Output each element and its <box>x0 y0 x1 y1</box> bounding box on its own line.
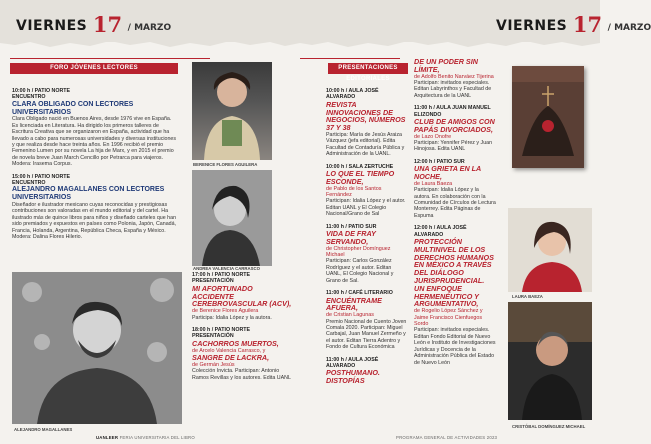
event <box>414 58 496 99</box>
event-author: de Germán Jesús <box>192 361 235 368</box>
event-body: Colección Invicta. Participan: Antonio Ramos Revillas y los autores. Edita UANL <box>192 368 291 381</box>
event-author: de Arcelo Valencia Carrasco, y <box>192 347 266 354</box>
right-page <box>300 0 651 444</box>
section-title: PRESENTACIONES EDITORIALES <box>328 63 408 74</box>
event-kind: PRESENTACIÓN <box>192 333 234 340</box>
author-photo <box>192 170 272 266</box>
event-title: LO QUE EL TIEMPO ESCONDE, <box>326 169 395 186</box>
photo-caption: CRISTÓBAL DOMÍNGUEZ MICHAEL <box>512 424 586 429</box>
event-title: ALEJANDRO MAGALLANES CON LECTORES UNIVERSITARIOS <box>12 186 165 202</box>
event-title: POSTHUMANO. DISTOPÍAS <box>326 368 380 386</box>
event-body: Participa: María de Jesús Araiza Vázquez (jefa editorial). Edita Facultad de Contaduría Pública y Administración de la UANL. <box>326 132 405 158</box>
weekday: VIERNES <box>16 18 88 34</box>
event-time: 10:00 h / PATIO NORTE <box>12 88 71 94</box>
portrait-icon <box>12 272 182 424</box>
event-author: de Rogelio López Sánchez y Jaime Francisco Cienfuegos Sordo <box>414 308 483 328</box>
photo-caption: ANDREA VALENCIA CARRASCO <box>193 266 260 271</box>
event <box>192 327 296 381</box>
event <box>326 357 408 385</box>
photo-caption: BERENICE FLORES AGUILERA <box>193 162 258 167</box>
book-cover <box>512 66 584 168</box>
event <box>12 88 176 168</box>
event-title: UNA GRIETA EN LA NOCHE, <box>414 164 481 182</box>
event-time: 11:00 h / PATIO SUR <box>326 223 377 230</box>
event-title: SANGRE DE LACKRA, <box>192 353 270 363</box>
event-author: de Adolfo Benito Narváez Tijerina <box>414 73 494 80</box>
footer <box>96 435 195 440</box>
portrait-icon <box>508 208 592 292</box>
footer-text: FERIA UNIVERSITARIA DEL LIBRO <box>119 435 195 440</box>
event-time: 11:00 h / AULA JUAN MANUEL ELIZONDO <box>414 105 491 118</box>
date-heading <box>16 12 171 37</box>
event-body: Participan: invitados especiales. Editan Fondo Editorial de Nuevo León e Instituto de Investigaciones Jurídicas y Docencia de la Administración Pública del Estado de Nuevo León <box>414 327 496 366</box>
events-column-a <box>326 88 408 391</box>
event-time: 10:00 h / AULA JOSÉ ALVARADO <box>326 88 379 101</box>
event-body: Participan: Idalia López y el autor. Editan UANL y El Colegio Nacional/Grano de Sal <box>326 198 406 218</box>
footer-brand: UANLEER <box>96 435 119 440</box>
month: / MARZO <box>607 23 651 33</box>
event <box>192 272 296 321</box>
book-icon <box>512 66 584 168</box>
event-time: 12:00 h / PATIO SUR <box>414 158 465 165</box>
event <box>414 225 496 366</box>
author-photo <box>192 62 272 160</box>
portrait-icon <box>192 170 272 266</box>
event-title: DE UN PODER SIN LÍMITE, <box>414 57 478 74</box>
event-body: Participa: Idalia López y la autora. <box>192 314 272 321</box>
event-title: MI AFORTUNADO ACCIDENTE CEREBROVASCULAR (ACV), <box>192 283 292 309</box>
event-author: de Cristian Lagunas <box>326 312 374 319</box>
portrait-icon <box>508 302 592 420</box>
separator-line <box>10 58 210 59</box>
event-body: Diseñador e ilustrador mexicano cuyas reconocidas y prestigiosas contribuciones son valoradas en el mundo editorial y del cartel. Ha ilustrado más de quince libros para niños y diseñado carteles que han sido premiados y expuestos en países como Polonia, Japón, Canadá, Francia, Holanda, Argentina, República Checa, España y México. <box>12 202 177 234</box>
events-column-2 <box>192 272 296 387</box>
event-author: de Laura Baeza <box>414 180 453 187</box>
event-author: de Pablo de los Santos Fernández <box>326 185 382 199</box>
event-body: Participan: Carlos González Rodríguez y el autor. Editan UANL, El Colegio Nacional y Grano de Sal. <box>326 258 394 284</box>
event-body: Participan: Yennifer Pérez y Juan Hinojosa. Edita UANL <box>414 140 493 153</box>
author-photo <box>508 208 592 292</box>
day-number: 17 <box>572 12 603 37</box>
date-heading <box>496 12 651 37</box>
separator-line <box>300 58 400 59</box>
events-column-b <box>414 58 496 372</box>
event-time: 18:00 h / PATIO NORTE <box>192 327 251 334</box>
footer-text: PROGRAMA GENERAL DE ACTIVIDADES 2023 <box>396 435 498 440</box>
event-author: de Berenice Flores Aguilera <box>192 308 259 315</box>
event-time: 12:00 h / AULA JOSÉ ALVARADO <box>414 225 467 238</box>
event <box>326 224 408 284</box>
events-column-1 <box>12 88 176 247</box>
event-title: REVISTA INNOVACIONES DE NEGOCIOS, NÚMEROS 37 Y 38 <box>326 99 406 133</box>
event-kind: ENCUENTRO <box>12 94 46 101</box>
weekday: VIERNES <box>496 18 568 34</box>
event-author: de Christopher Domínguez Michael <box>326 245 391 259</box>
event-kind: ENCUENTRO <box>12 180 46 187</box>
event <box>326 164 408 218</box>
event-time: 10:00 h / SALA ZERTUCHE <box>326 163 394 170</box>
event-time: 11:00 h / AULA JOSÉ ALVARADO <box>326 356 379 369</box>
event-body: Clara Obligado nació en Buenos Aires, desde 1976 vive en España. Es licenciada en Literatura. Ha dirigido los primeros talleres de Escritura Creativa que se organizaron en España, actividad que ha llevado a cabo para numerosas universidades y diversas instituciones y que realiza desde hace treinta años. En 1996 recibió el premio Femenino Lumen por su novela La hija de Marx, y en 2015 el premio de novela breve Juan March Cencillo por Petrarca para viajeros. <box>12 116 176 161</box>
event-title: PROTECCIÓN MULTINIVEL DE LOS DERECHOS HUMANOS EN MÉXICO A TRAVÉS DEL DIÁLOGO JURISPRUDENCIAL. UN ENFOQUE HERMENÉUTICO Y ARGUMENTATIVO, <box>414 237 494 309</box>
event-moderator: Modera: Dalina Flores Hilerio. <box>12 234 83 241</box>
event-title: ENCUÉNTRAME AFUERA, <box>326 295 382 313</box>
portrait-icon <box>192 62 272 160</box>
event <box>12 174 176 241</box>
author-photo <box>12 272 182 424</box>
event-kind: PRESENTACIÓN <box>192 278 234 285</box>
author-photo <box>508 302 592 420</box>
event-title: CLUB DE AMIGOS CON PAPÁS DIVORCIADOS, <box>414 117 495 134</box>
photo-caption: LAURA BAEZA <box>512 294 543 299</box>
event-body: Premio Nacional de Cuento Joven Comala 2020. Participan: Miguel Carbajal, Juan Manuel Zermeño y el autor. Editan Tierra Adentro y Fondo de Cultura Económica <box>326 318 407 351</box>
event <box>414 159 496 219</box>
left-page <box>0 0 300 444</box>
day-number: 17 <box>92 12 123 37</box>
event-title: VIDA DE FRAY SERVANDO, <box>326 229 376 246</box>
event-author: de Lazo Onofre <box>414 133 452 140</box>
event-time: 15:00 h / PATIO NORTE <box>12 173 71 180</box>
event-body: Participan: Idalia López y la autora. En colaboración con la Comunidad de Círculos de Lectura Monterrey. Edita Páginas de Espuma <box>414 187 496 219</box>
event <box>414 105 496 153</box>
photo-caption: ALEJANDRO MAGALLANES <box>14 427 73 432</box>
event-time: 11:00 h / CAFÉ LITERARIO <box>326 290 393 297</box>
event-time: 17:00 h / PATIO NORTE <box>192 272 251 278</box>
section-title: FORO JÓVENES LECTORES <box>10 63 178 74</box>
event <box>326 290 408 350</box>
event-title: CLARA OBLIGADO CON LECTORES UNIVERSITARIOS <box>12 100 134 116</box>
month: / MARZO <box>127 23 172 33</box>
event <box>326 88 408 158</box>
event-title: CACHORROS MUERTOS, <box>192 338 279 348</box>
event-moderator: Modera: Irasema Corpus. <box>12 161 73 168</box>
event-body: Participan: invitados especiales. Editan Labyrinthos y Facultad de Arquitectura de la UANL <box>414 80 492 99</box>
